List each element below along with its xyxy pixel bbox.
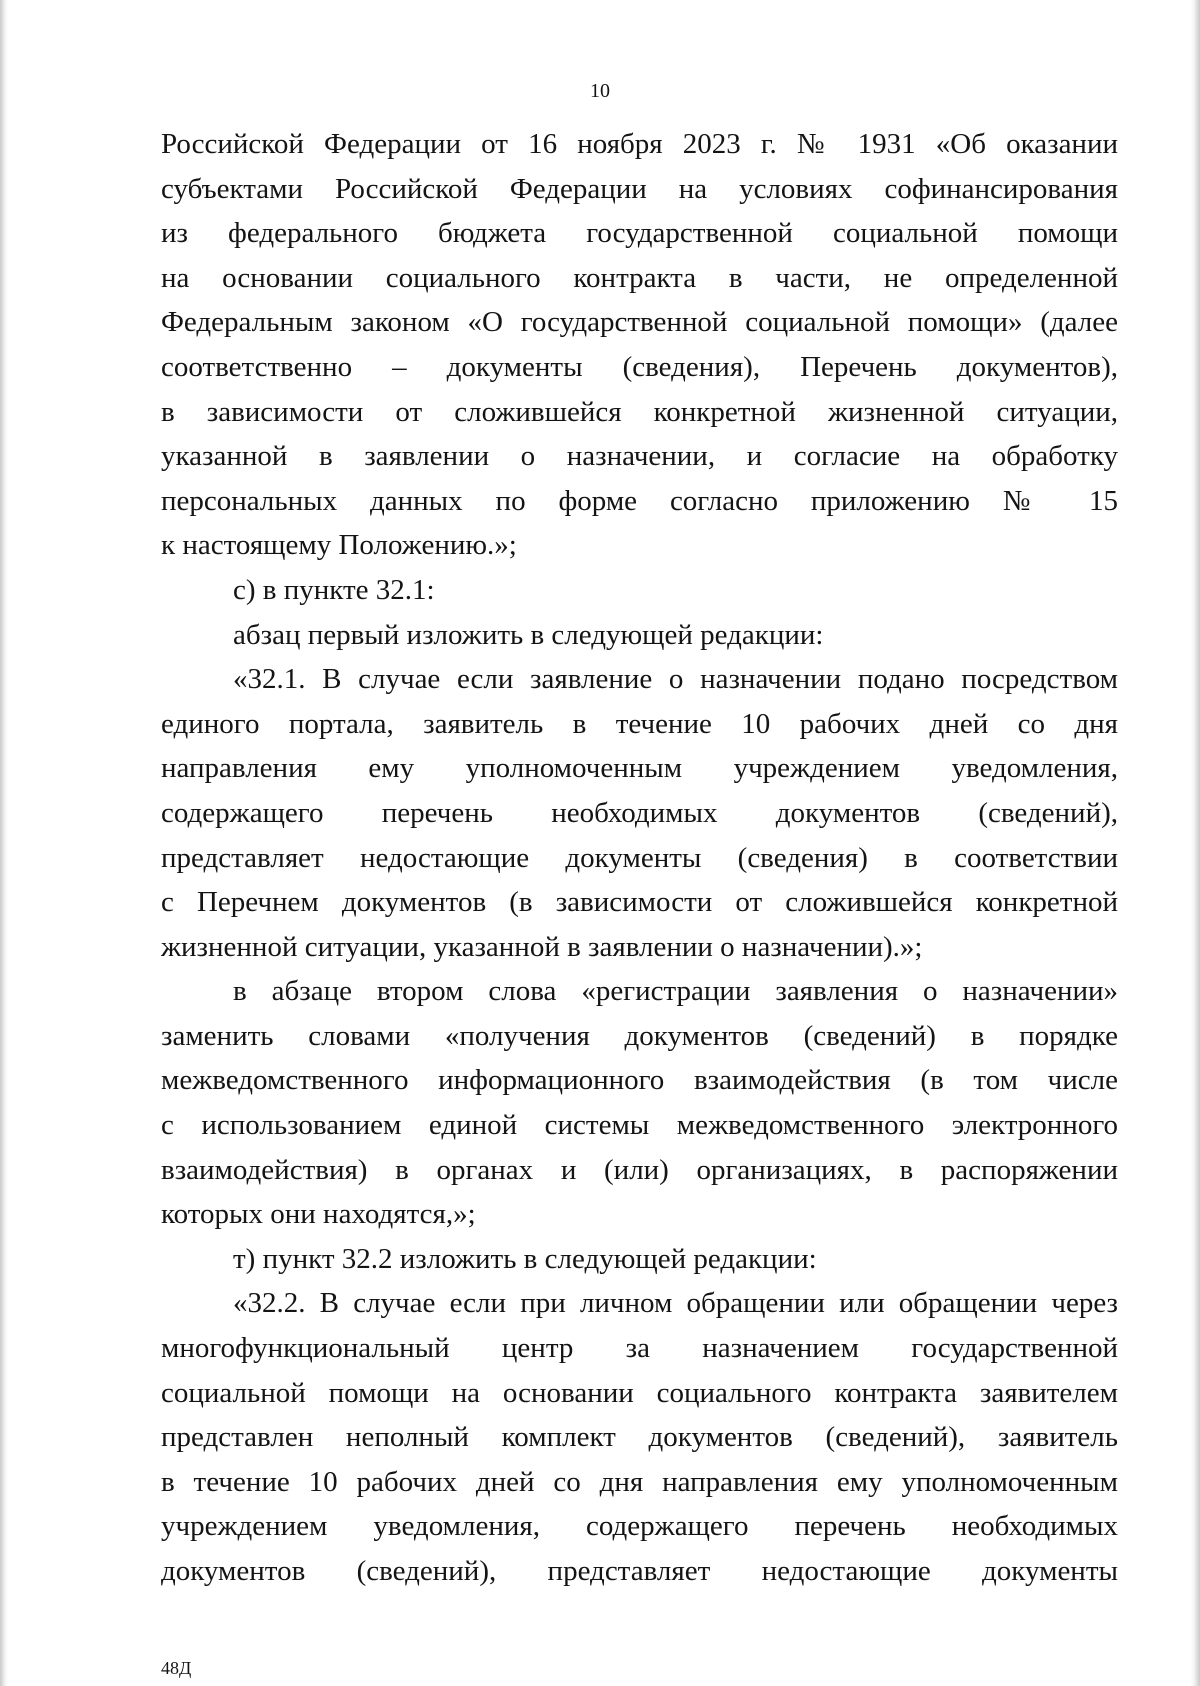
text-line: Федеральным законом «О государственной социальной помощи» (далее xyxy=(161,306,1118,339)
text-line: с использованием единой системы межведомственного электронного xyxy=(161,1109,1118,1142)
text-line: представлен неполный комплект документов (сведений), заявитель xyxy=(161,1421,1118,1454)
text-line: к настоящему Положению.»; xyxy=(161,529,517,562)
scan-edge-right xyxy=(1190,0,1200,1686)
text-line: из федерального бюджета государственной социальной помощи xyxy=(161,217,1118,250)
text-line: с) в пункте 32.1: xyxy=(233,573,435,606)
text-line: в зависимости от сложившейся конкретной жизненной ситуации, xyxy=(161,395,1118,428)
text-line: многофункциональный центр за назначением государственной xyxy=(161,1332,1118,1365)
text-line: абзац первый изложить в следующей редакции: xyxy=(233,618,824,651)
text-line: соответственно – документы (сведения), Перечень документов), xyxy=(161,350,1118,383)
text-line: представляет недостающие документы (сведения) в соответствии xyxy=(161,841,1118,874)
text-line: «32.2. В случае если при личном обращении или обращении через xyxy=(233,1287,1118,1320)
text-line: указанной в заявлении о назначении, и согласие на обработку xyxy=(161,440,1118,473)
text-line: субъектами Российской Федерации на условиях софинансирования xyxy=(161,172,1118,205)
text-line: в абзаце втором слова «регистрации заявления о назначении» xyxy=(233,975,1118,1008)
text-line: на основании социального контракта в части, не определенной xyxy=(161,261,1118,294)
text-line: Российской Федерации от 16 ноября 2023 г. № 1931 «Об оказании xyxy=(161,128,1118,160)
text-line: персональных данных по форме согласно приложению № 15 xyxy=(161,484,1118,517)
text-line: межведомственного информационного взаимодействия (в том числе xyxy=(161,1064,1118,1097)
footer-code: 48Д xyxy=(161,1658,192,1678)
page-number: 10 xyxy=(590,80,610,102)
text-line: социальной помощи на основании социального контракта заявителем xyxy=(161,1376,1118,1409)
text-line: заменить словами «получения документов (сведений) в порядке xyxy=(161,1019,1118,1052)
text-line: жизненной ситуации, указанной в заявлении о назначении).»; xyxy=(161,930,923,963)
text-line: единого портала, заявитель в течение 10 рабочих дней со дня xyxy=(161,707,1118,740)
text-line: направления ему уполномоченным учреждением уведомления, xyxy=(161,752,1118,785)
text-line: учреждением уведомления, содержащего перечень необходимых xyxy=(161,1510,1118,1543)
text-line: с Перечнем документов (в зависимости от сложившейся конкретной xyxy=(161,886,1118,919)
document-body xyxy=(161,122,1118,1594)
text-line: документов (сведений), представляет недостающие документы xyxy=(161,1555,1118,1587)
scan-edge-left xyxy=(0,0,8,1686)
text-line: в течение 10 рабочих дней со дня направления ему уполномоченным xyxy=(161,1465,1118,1498)
text-line: взаимодействия) в органах и (или) организациях, в распоряжении xyxy=(161,1153,1118,1186)
text-line: которых они находятся,»; xyxy=(161,1198,476,1231)
text-line: т) пункт 32.2 изложить в следующей редакции: xyxy=(233,1242,817,1275)
text-line: содержащего перечень необходимых документов (сведений), xyxy=(161,796,1118,829)
text-line: «32.1. В случае если заявление о назначении подано посредством xyxy=(233,663,1118,696)
